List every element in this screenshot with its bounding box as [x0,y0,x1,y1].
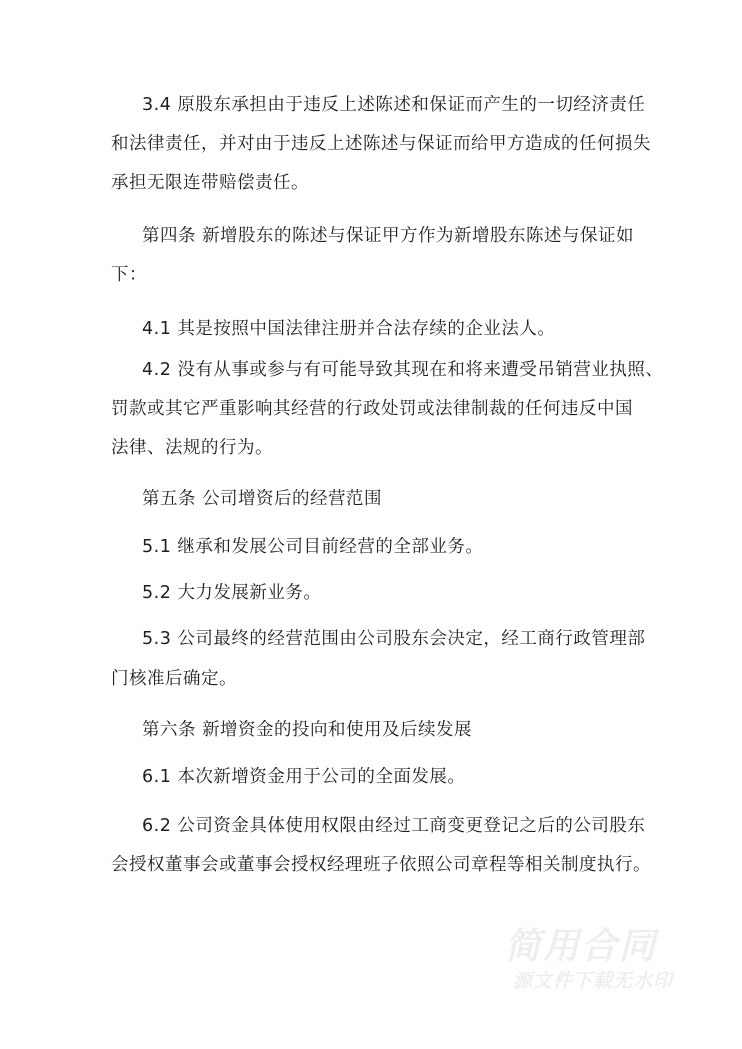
clause-4-2-line-2: 罚款或其它严重影响其经营的行政处罚或法律制裁的任何违反中国 [111,399,633,419]
article-4-heading-line-2: 下： [111,265,147,285]
clause-5-2: 5.2 大力发展新业务。 [142,583,322,603]
clause-3-4-line-3: 承担无限连带赔偿责任。 [111,173,309,193]
clause-5-1: 5.1 继承和发展公司目前经营的全部业务。 [142,537,484,557]
article-4-heading-line-1: 第四条 新增股东的陈述与保证甲方作为新增股东陈述与保证如 [142,226,635,246]
clause-5-3-line-1: 5.3 公司最终的经营范围由公司股东会决定，经工商行政管理部 [142,629,646,649]
clause-4-1: 4.1 其是按照中国法律注册并合法存续的企业法人。 [142,319,556,339]
clause-3-4-line-1: 3.4 原股东承担由于违反上述陈述和保证而产生的一切经济责任 [142,95,646,115]
clause-6-2-line-1: 6.2 公司资金具体使用权限由经过工商变更登记之后的公司股东 [142,816,646,836]
watermark-subtitle: 源文件下载无水印 [513,970,674,992]
clause-6-2-line-2: 会授权董事会或董事会授权经理班子依照公司章程等相关制度执行。 [111,855,651,875]
clause-4-2-line-3: 法律、法规的行为。 [111,438,273,458]
article-6-heading: 第六条 新增资金的投向和使用及后续发展 [142,720,473,740]
watermark [505,918,695,998]
clause-4-2-line-1: 4.2 没有从事或参与有可能导致其现在和将来遭受吊销营业执照、 [142,360,664,380]
watermark-title: 简用合同 [505,926,658,967]
article-5-heading: 第五条 公司增资后的经营范围 [142,489,383,509]
clause-5-3-line-2: 门核准后确定。 [111,669,237,689]
clause-3-4-line-2: 和法律责任，并对由于违反上述陈述与保证而给甲方造成的任何损失 [111,134,651,154]
clause-6-1: 6.1 本次新增资金用于公司的全面发展。 [142,767,466,787]
